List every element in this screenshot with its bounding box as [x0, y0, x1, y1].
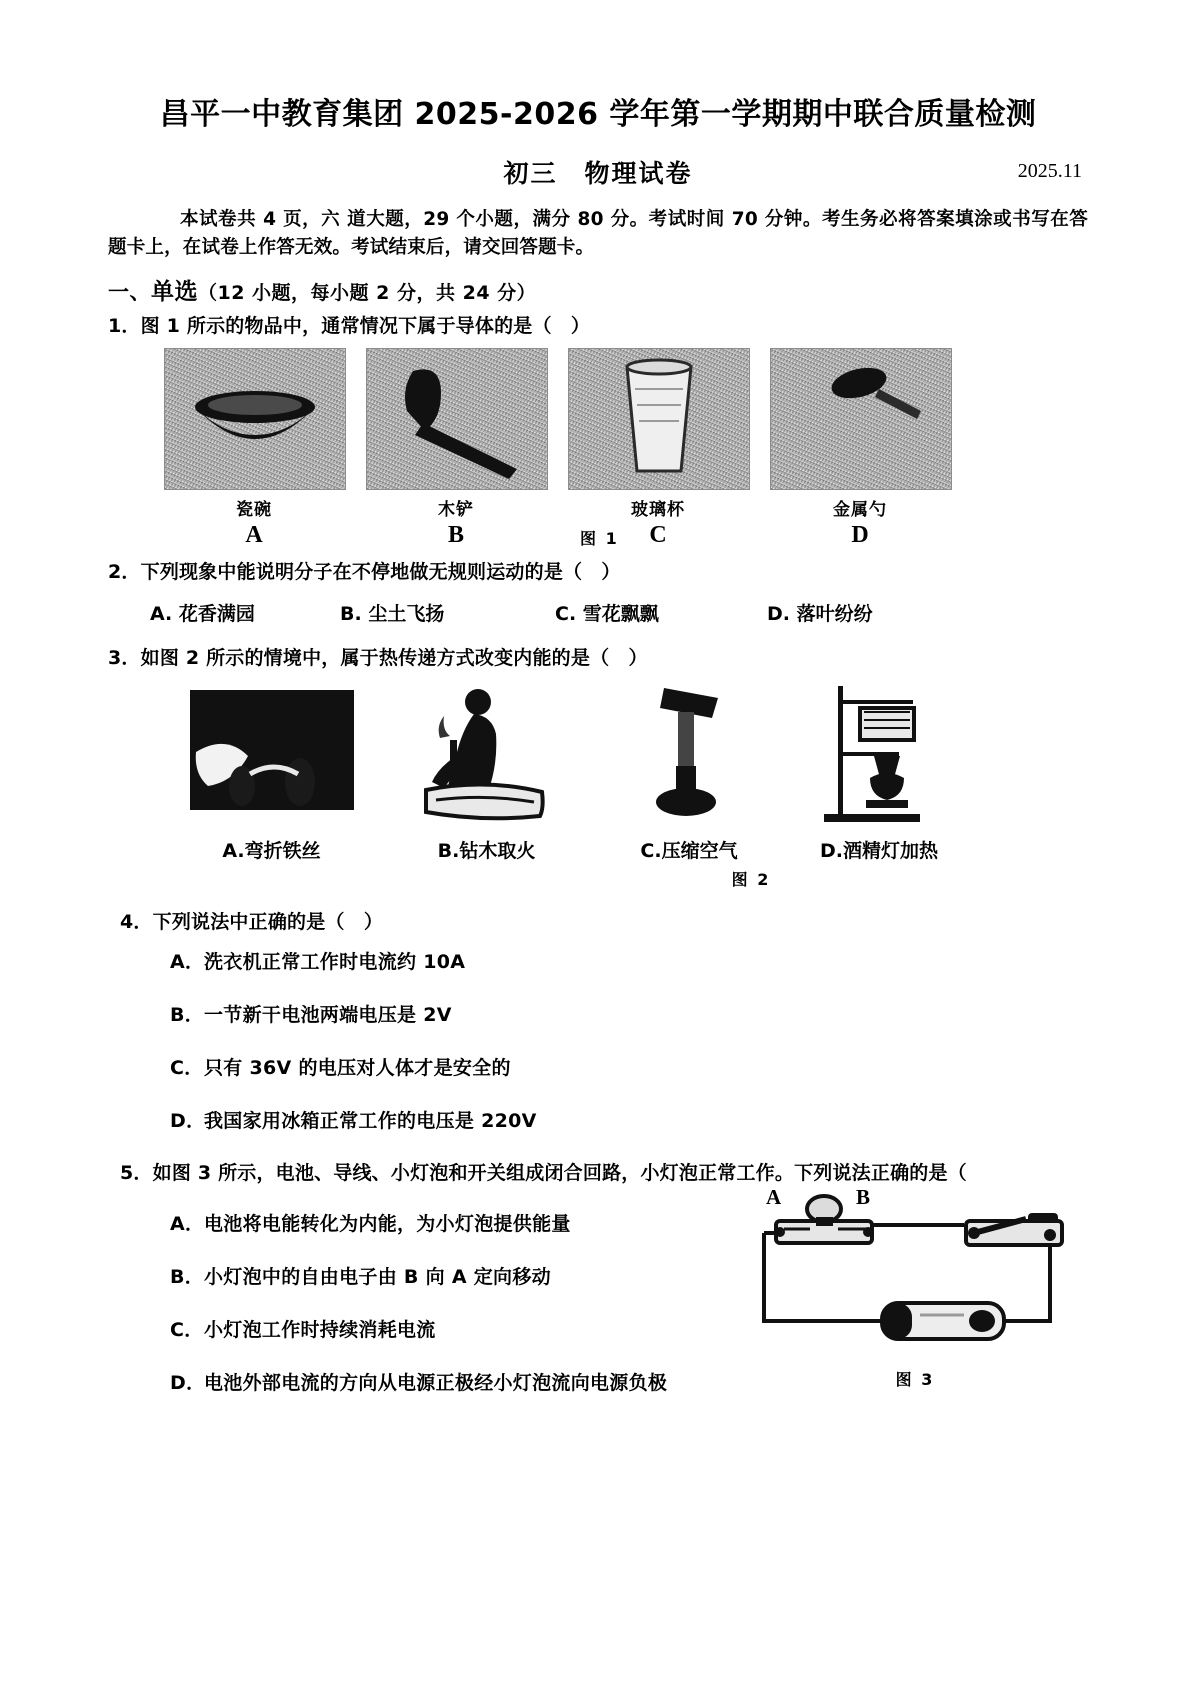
figure-2-item-c [594, 682, 784, 863]
figure-2-row [164, 682, 1088, 863]
question-2-option-a[interactable]: A. 花香满园 [150, 602, 255, 625]
figure-2-label: 图 2 [731, 870, 771, 890]
question-2-text: 下列现象中能说明分子在不停地做无规则运动的是（ ） [140, 561, 621, 584]
question-4-option-c[interactable] [170, 1053, 1088, 1080]
figure-1-caption-a: 瓷碗 [236, 500, 272, 521]
bowl-photo [164, 348, 346, 490]
question-5-option-a-text: 电池将电能转化为内能，为小灯泡提供能量 [204, 1213, 571, 1236]
figure-1-item-a [164, 348, 344, 520]
section-name: 单选 [151, 278, 198, 305]
question-4-option-b-label: B． [170, 1003, 205, 1026]
figure-1-item-b [366, 348, 546, 520]
question-4-text: 下列说法中正确的是（ ） [152, 911, 384, 934]
figure-1-item-d [770, 348, 950, 520]
glass-cup-photo [568, 348, 750, 490]
figure-3-label: 图 3 [895, 1369, 935, 1389]
figure-3-label-a: A [766, 1184, 782, 1209]
wooden-spatula-photo [366, 348, 548, 490]
figure-2-caption-b: B.钻木取火 [437, 840, 536, 863]
question-1-stem [108, 312, 1088, 341]
figure-1-letter-b: B [447, 522, 464, 549]
question-5-option-b-label: B． [170, 1266, 205, 1289]
section-heading [108, 273, 1088, 306]
question-3-text: 如图 2 所示的情境中，属于热传递方式改变内能的是（ ） [140, 646, 648, 669]
figure-1-row [164, 348, 1088, 520]
figure-2-item-a [164, 682, 379, 863]
question-4-option-d[interactable] [170, 1106, 1088, 1133]
question-5-option-d-label: D． [170, 1372, 206, 1395]
subject-subtitle: 初三 物理试卷 [503, 158, 693, 188]
question-5-option-c-label: C． [170, 1319, 204, 1342]
page-title: 昌平一中教育集团 2025-2026 学年第一学期期中联合质量检测 [159, 97, 1037, 132]
question-2-number: 2． [108, 561, 141, 584]
figure-1-letters-row [108, 522, 1088, 552]
question-4-stem [108, 908, 1088, 937]
question-1-text: 图 1 所示的物品中，通常情况下属于导体的是（ ） [140, 314, 591, 337]
figure-2-caption-a: A.弯折铁丝 [222, 840, 321, 863]
figure-1-caption-b: 木铲 [438, 500, 474, 521]
figure-3-label-b: B [856, 1184, 871, 1209]
figure-2-item-b [379, 682, 594, 863]
question-5-block [108, 1159, 1088, 1396]
figure-3-terminal-labels [750, 1185, 1080, 1211]
question-4-option-b-text: 一节新干电池两端电压是 2V [204, 1003, 452, 1026]
exam-sheet [108, 96, 1088, 1421]
question-1-number: 1． [108, 314, 141, 337]
question-4-options [108, 947, 1088, 1133]
figure-2-item-d [784, 682, 974, 863]
question-5-stem [108, 1159, 1088, 1188]
question-4-option-c-text: 只有 36V 的电压对人体才是安全的 [204, 1056, 511, 1079]
question-2-option-c[interactable]: C. 雪花飘飘 [555, 602, 659, 625]
question-2-option-d[interactable]: D. 落叶纷纷 [767, 602, 873, 625]
figure-1-letter-a: A [245, 522, 263, 549]
exam-date: 2025.11 [1017, 159, 1082, 182]
figure-1 [108, 348, 1088, 520]
figure-2 [108, 682, 1088, 890]
figure-1-caption-c: 玻璃杯 [631, 500, 685, 521]
figure-1-label: 图 1 [580, 529, 619, 549]
figure-2-caption-d: D.酒精灯加热 [820, 840, 938, 863]
exam-instructions: 本试卷共 4 页，六 道大题，29 个小题，满分 80 分。考试时间 70 分钟。考生务必将答案填涂或书写在答题卡上，在试卷上作答无效。考试结束后，请交回答题卡。 [108, 208, 1088, 259]
question-5-option-d-text: 电池外部电流的方向从电源正极经小灯泡流向电源负极 [204, 1372, 668, 1395]
question-4-option-c-label: C． [170, 1056, 204, 1079]
subtitle-row [108, 154, 1088, 190]
figure-1-letter-c: C [649, 522, 667, 549]
question-4-option-a[interactable] [170, 947, 1088, 974]
metal-spoon-photo [770, 348, 952, 490]
question-5-option-b-text: 小灯泡中的自由电子由 B 向 A 定向移动 [204, 1266, 551, 1289]
question-2-option-b[interactable]: B. 尘土飞扬 [340, 602, 445, 625]
question-3-stem [108, 644, 1088, 673]
figure-1-letter-d: D [851, 522, 869, 549]
circuit-diagram [750, 1185, 1080, 1365]
figure-1-item-c [568, 348, 748, 520]
figure-2-caption-c: C.压缩空气 [640, 840, 738, 863]
question-5-number: 5． [120, 1161, 153, 1184]
question-5-option-a-label: A． [170, 1213, 205, 1236]
figure-3 [750, 1185, 1080, 1390]
section-index: 一、 [108, 279, 151, 304]
section-meta: （12 小题，每小题 2 分，共 24 分） [198, 281, 537, 304]
figure-1-caption-d: 金属勺 [833, 500, 887, 521]
question-2-options [108, 599, 1088, 626]
question-4-option-d-text: 我国家用冰箱正常工作的电压是 220V [204, 1109, 537, 1132]
question-5-text: 如图 3 所示，电池、导线、小灯泡和开关组成闭合回路，小灯泡正常工作。下列说法正确的是（ [152, 1161, 967, 1184]
question-4-number: 4． [120, 911, 153, 934]
question-5-option-c-text: 小灯泡工作时持续消耗电流 [204, 1319, 436, 1342]
question-4-option-a-text: 洗衣机正常工作时电流约 10A [204, 950, 466, 973]
question-4-option-b[interactable] [170, 1000, 1088, 1027]
question-4-option-a-label: A． [170, 950, 205, 973]
question-3-number: 3． [108, 646, 141, 669]
question-2-stem [108, 558, 1088, 587]
question-4-option-d-label: D． [170, 1109, 206, 1132]
